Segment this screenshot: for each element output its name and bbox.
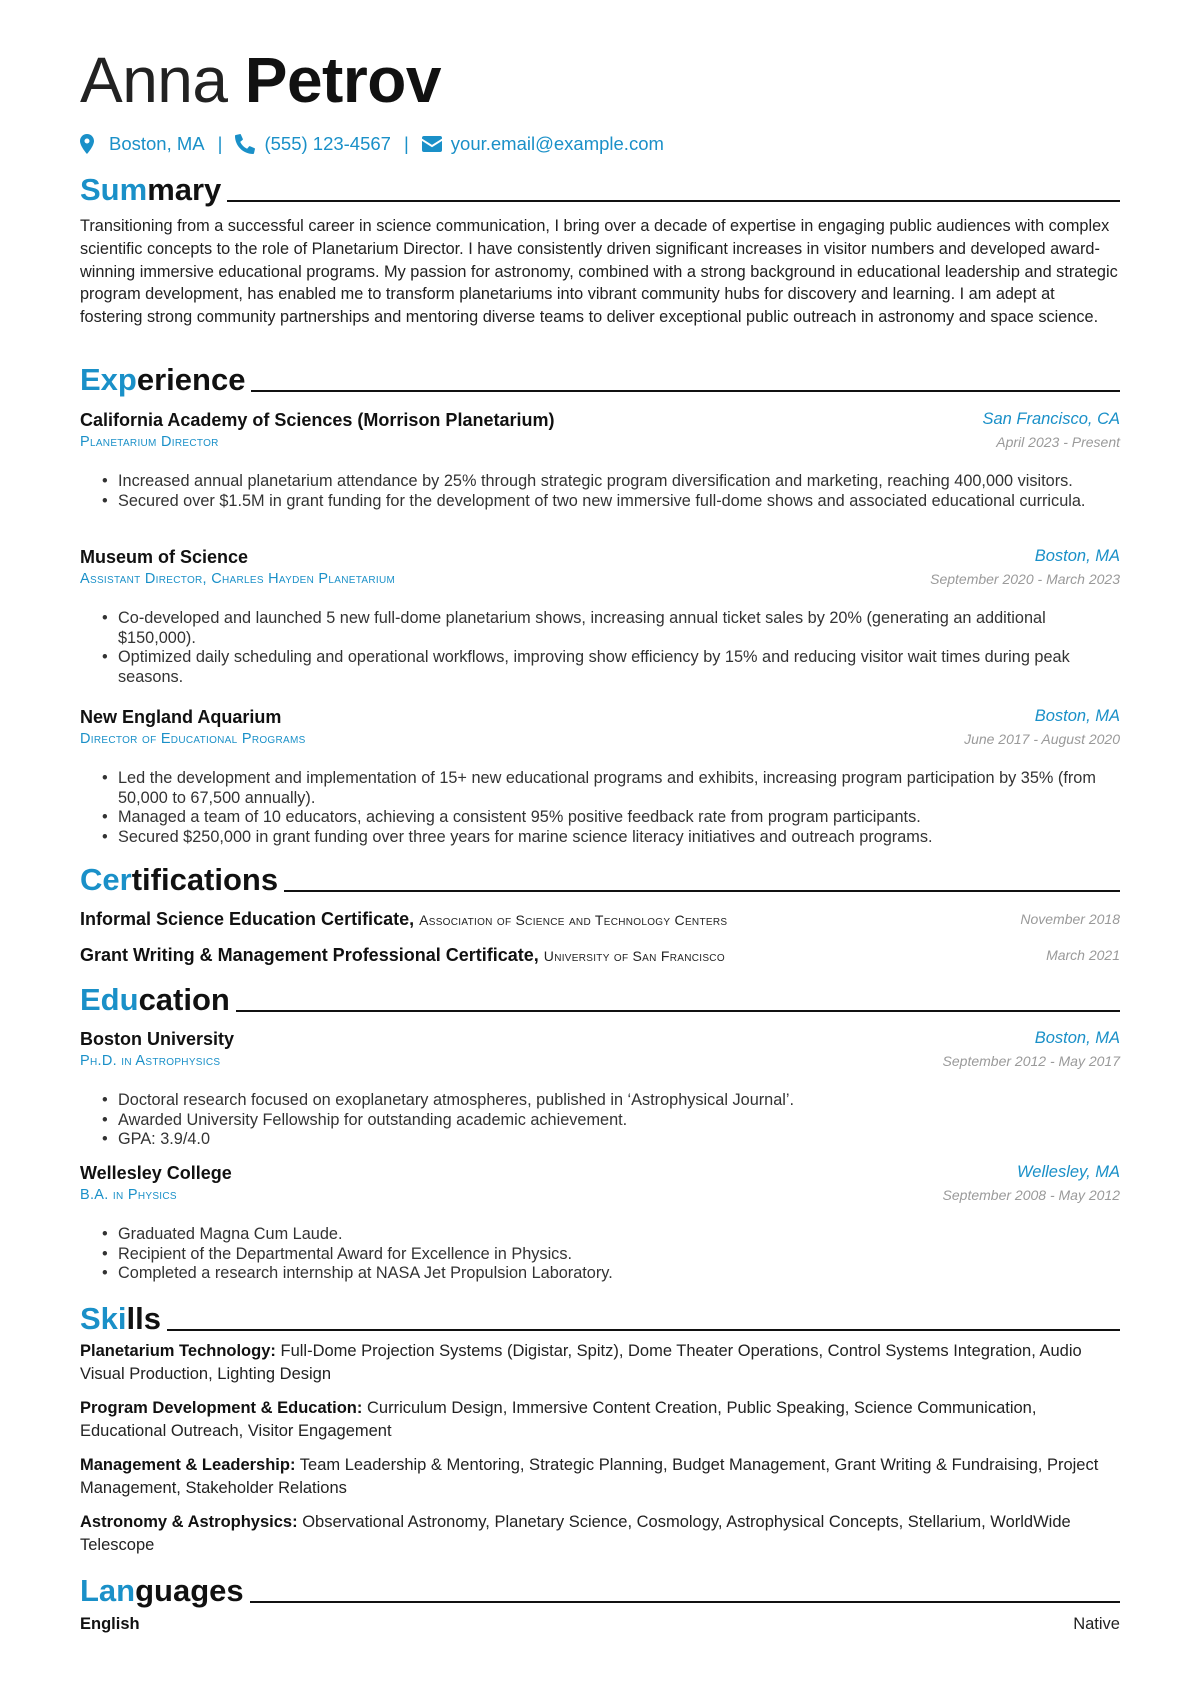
certifications-heading: Cer tifications [80,862,1120,898]
skill-category: Management & Leadership: [80,1456,296,1474]
certification-institution: University of San Francisco [543,948,725,964]
job-organization: California Academy of Sciences (Morrison Planetarium) [80,410,555,430]
degree: B.A. in Physics [80,1187,177,1203]
language-name: English [80,1615,140,1633]
certification-date: March 2021 [1046,947,1120,963]
skill-group [80,1340,1120,1385]
certification-item: Informal Science Education Certificate, Association of Science and Technology Centers November 2018 [80,909,1120,929]
section-rule [236,1010,1120,1012]
certification-date: November 2018 [1020,911,1120,927]
location-text: Boston, MA [109,133,205,154]
education-dates: September 2012 - May 2017 [942,1053,1120,1069]
job-organization: New England Aquarium [80,707,282,727]
skill-group [80,1454,1120,1499]
list-item: • Secured $250,000 in grant funding over three years for marine science literacy initiatives and outreach programs. [80,828,1120,848]
school-name: Boston University [80,1029,235,1049]
job-location: San Francisco, CA [982,410,1120,428]
school-location: Boston, MA [1034,1029,1120,1047]
phone-icon [235,134,255,154]
degree: Ph.D. in Astrophysics [80,1053,221,1069]
school-location: Wellesley, MA [1017,1163,1120,1181]
job-role: Assistant Director, Charles Hayden Planetarium [80,571,396,587]
skill-group [80,1397,1120,1442]
job-bullets [80,472,1120,511]
job-bullets [80,609,1120,687]
skill-list: Full-Dome Projection Systems (Digistar, Spitz), Dome Theater Operations, Control Systems Integration, Audio Visual Production, Lighting Design [80,1342,1082,1383]
job-role: Planetarium Director [80,434,219,450]
list-item: • Optimized daily scheduling and operational workflows, improving show efficiency by 15% and reducing visitor wait times during peak seasons. [80,648,1120,687]
education-bullets [80,1091,1120,1150]
list-item: • Doctoral research focused on exoplanetary atmospheres, published in ‘Astrophysical Journal’. [80,1091,1120,1111]
school-name: Wellesley College [80,1163,232,1183]
education-bullets [80,1225,1120,1284]
list-item: • Completed a research internship at NASA Jet Propulsion Laboratory. [80,1264,1120,1284]
job-dates: June 2017 - August 2020 [964,731,1120,747]
first-name: Anna [80,44,228,116]
skill-category: Planetarium Technology: [80,1342,276,1360]
envelope-icon [422,134,442,154]
list-item: • Increased annual planetarium attendance by 25% through strategic program diversification and marketing, reaching 400,000 visitors. [80,472,1120,492]
summary-heading: Sum mary [80,172,1120,208]
list-item: • Co-developed and launched 5 new full-dome planetarium shows, increasing annual ticket sales by 20% (generating an additional $150,000). [80,609,1120,648]
education-dates: September 2008 - May 2012 [942,1187,1120,1203]
certification-item: Grant Writing & Management Professional Certificate, University of San Francisco March 2021 [80,945,1120,965]
contact-separator: | [403,133,409,154]
certification-name: Grant Writing & Management Professional Certificate [80,945,534,965]
certification-name: Informal Science Education Certificate [80,909,410,929]
list-item: • Led the development and implementation of 15+ new educational programs and exhibits, increasing program participation by 35% (from 50,000 to 67,500 annually). [80,769,1120,808]
skill-category: Program Development & Education: [80,1399,363,1417]
resume-name [80,42,441,118]
job-bullets [80,769,1120,847]
section-rule [167,1329,1120,1331]
job-dates: September 2020 - March 2023 [930,571,1120,587]
job-location: Boston, MA [1034,707,1120,725]
skill-list: Team Leadership & Mentoring, Strategic Planning, Budget Management, Grant Writing & Fundraising, Project Management, Stakeholder Relations [80,1456,1099,1497]
list-item: • GPA: 3.9/4.0 [80,1130,1120,1150]
skills-heading: Ski lls [80,1301,1120,1337]
languages-heading: Lan guages [80,1573,1120,1609]
contact-line [80,133,664,155]
last-name: Petrov [244,44,441,116]
section-rule [251,390,1120,392]
job-location: Boston, MA [1034,547,1120,565]
map-marker-icon [80,134,100,154]
language-level: Native [1073,1615,1120,1633]
list-item: • Managed a team of 10 educators, achieving a consistent 95% positive feedback rate from program participants. [80,808,1120,828]
skill-list: Curriculum Design, Immersive Content Creation, Public Speaking, Science Communication, Educational Outreach, Visitor Engagement [80,1399,1037,1440]
education-heading: Edu cation [80,982,1120,1018]
summary-text: Transitioning from a successful career in science communication, I bring over a decade of expertise in engaging public audiences with complex scientific concepts to the role of Planetarium Director. I have consistently driven significant increases in visitor numbers and developed award-winning immersive educational programs. My passion for astronomy, combined with a strong background in educational leadership and strategic program development, has enabled me to transform planetariums into vibrant community hubs for discovery and learning. I am adept at fostering strong community partnerships and mentoring diverse teams to deliver exceptional public outreach in astronomy and space science. [80,217,1118,327]
job-role: Director of Educational Programs [80,731,306,747]
skill-group [80,1511,1120,1556]
language-item [80,1615,1120,1634]
section-rule [250,1601,1120,1603]
email-link[interactable]: your.email@example.com [450,133,664,154]
contact-separator: | [217,133,223,154]
list-item: • Secured over $1.5M in grant funding for the development of two new immersive full-dome shows and associated educational curricula. [80,492,1120,512]
section-rule [227,200,1120,202]
certification-institution: Association of Science and Technology Centers [419,912,728,928]
experience-heading: Exp erience [80,362,1120,398]
job-dates: April 2023 - Present [996,434,1120,450]
list-item: • Awarded University Fellowship for outstanding academic achievement. [80,1111,1120,1131]
skill-list: Observational Astronomy, Planetary Science, Cosmology, Astrophysical Concepts, Stellarium, WorldWide Telescope [80,1513,1071,1554]
skill-category: Astronomy & Astrophysics: [80,1513,298,1531]
job-organization: Museum of Science [80,547,249,567]
section-rule [284,890,1120,892]
list-item: • Recipient of the Departmental Award for Excellence in Physics. [80,1245,1120,1265]
phone-text: (555) 123-4567 [264,133,391,154]
list-item: • Graduated Magna Cum Laude. [80,1225,1120,1245]
